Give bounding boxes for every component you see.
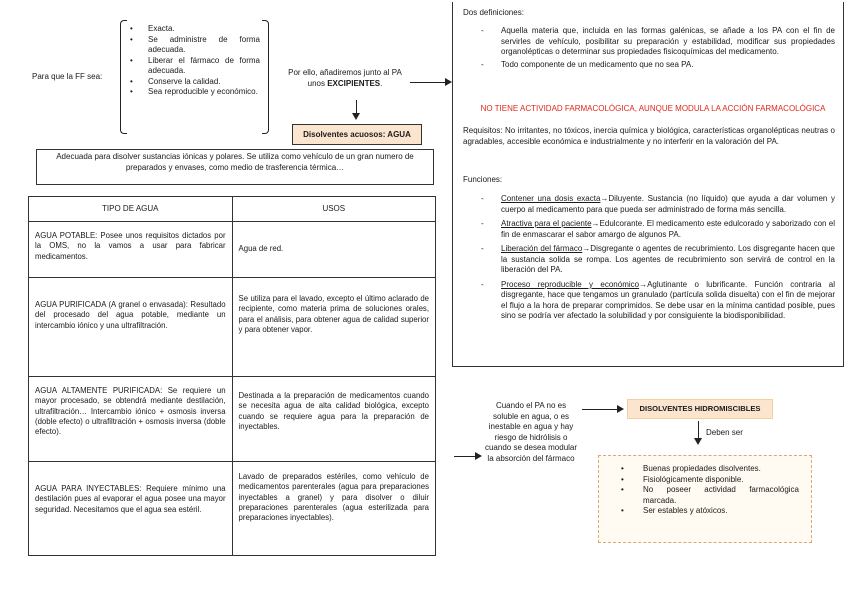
right-brace: [262, 20, 269, 134]
funcion-item: [463, 194, 835, 215]
list-item: • Buenas propiedades disolventes.: [599, 464, 799, 475]
list-item: • Exacta.: [122, 24, 260, 35]
tipo-cell: AGUA POTABLE: Posee unos requisitos dictados por la OMS, no la vamos a usar para fabricar medicamentos.: [29, 222, 233, 278]
no-actividad-note: NO TIENE ACTIVIDAD FARMACOLÓGICA, AUNQUE MODULA LA ACCIÓN FARMACOLÓGICA: [480, 104, 826, 113]
usos-cell: Agua de red.: [232, 222, 435, 278]
funcion-text: Disgregante o agentes de recubrimiento. Los disgregante hacen que la sustancia solida se rompa. Los agentes de recubrimiento son servirá de control en la liberación del PA.: [501, 244, 835, 275]
arrow-to-cuando: [454, 456, 476, 457]
arrow-right-icon: →: [591, 219, 600, 229]
tipo-cell: AGUA PARA INYECTABLES: Requiere mínimo una destilación pues al evaporar el agua posee una mayor seguridad. Necesitamos que el agua sea estéril.: [29, 462, 233, 556]
ff-requirements-list: [122, 24, 260, 98]
header-tipo: TIPO DE AGUA: [29, 197, 233, 222]
list-item: - Todo componente de un medicamento que no sea PA.: [463, 60, 835, 71]
table-row: [29, 377, 436, 462]
usos-cell: Destinada a la preparación de medicamentos cuando se necesita agua de alta calidad biológica, excepto cuando se requiere agua para la preparación de inyectables.: [232, 377, 435, 462]
list-item: • Conserve la calidad.: [122, 77, 260, 88]
requisitos-text: Requisitos: No irritantes, no tóxicos, inercia química y biológica, características organolépticas neutras o agradables, accesible económica e industrialmente y no interferir en la valoración del PA.: [463, 126, 835, 146]
funcion-term: Liberación del fármaco: [501, 244, 583, 254]
arrow-head-icon: [445, 78, 452, 86]
list-item: • Liberar el fármaco de forma adecuada.: [122, 56, 260, 77]
adecuada-box: Adecuada para disolver sustancias iónicas y polares. Se utiliza como vehículo de un gran numero de preparados y envases, como medio de trasferencia térmica…: [36, 149, 434, 185]
funcion-text: Edulcorante. El medicamento este edulcorado y saborizado con el fin de enmascarar el sabor amargo de algunos PA.: [501, 219, 835, 239]
disolventes-acuosos-box: Disolventes acuosos: AGUA: [292, 124, 422, 145]
por-ello-end: .: [380, 78, 383, 88]
tipo-cell: AGUA PURIFICADA (A granel o envasada): Resultado del procesado del agua potable, mediante un intercambio iónico y una ultrafiltración.: [29, 278, 233, 377]
arrow-to-definiciones: [410, 82, 446, 83]
arrow-head-icon: [475, 452, 482, 460]
arrow-down-icon: [694, 438, 702, 445]
table-row: [29, 222, 436, 278]
definiciones-list: [463, 26, 835, 72]
arrow-right-icon: →: [600, 194, 609, 203]
funcion-text: Diluyente. Sustancia (no líquido) que ayuda a dar volumen y cuerpo al medicamento para que pueda ser administrado de forma más sencilla.: [501, 194, 836, 214]
arrow-down-line: [698, 421, 699, 439]
table-row: [29, 278, 436, 377]
arrow-down-line: [356, 100, 357, 114]
list-item: • Se administre de forma adecuada.: [122, 35, 260, 56]
funciones-list: [463, 194, 835, 324]
por-ello-lead: Por ello, añadiremos junto al PA unos: [288, 68, 402, 88]
usos-cell: Lavado de preparados estériles, como vehículo de medicamentos parenterales (agua para preparaciones inyectables a granel) y para disolver o diluir preparaciones parenterales (agua esterilizada para preparaciones inyectables).: [232, 462, 435, 556]
excipientes-label: EXCIPIENTES: [327, 78, 381, 88]
list-item: • Sea reproducible y económico.: [122, 87, 260, 98]
arrow-right-icon: →: [582, 244, 591, 254]
list-item: • No poseer actividad farmacológica marcada.: [599, 485, 799, 506]
table-header-row: [29, 197, 436, 222]
definiciones-title: Dos definiciones:: [463, 8, 524, 17]
arrow-head-icon: [617, 405, 624, 413]
list-item: - Aquella materia que, incluida en las formas galénicas, se añade a los PA con el fin de servirles de vehículo, posibilitar su preparación y estabilidad, modificar sus propiedades organolépticas o determinar sus propiedades fisicoquímicas del medicamento.: [463, 26, 835, 58]
requirements-list: [599, 464, 799, 517]
para-que-label: Para que la FF sea:: [32, 72, 103, 81]
list-item: • Ser estables y atóxicos.: [599, 506, 799, 517]
funcion-term: Contener una dosis exacta: [501, 194, 601, 203]
table-row: [29, 462, 436, 556]
cuando-text: Cuando el PA no es soluble en agua, o es inestable en agua y hay riesgo de hidrólisis o cuando se desea modular la absorción del fármaco: [484, 401, 578, 463]
definiciones-panel: [452, 2, 844, 367]
funciones-title: Funciones:: [463, 175, 503, 184]
funcion-term: Proceso reproducible y económico: [501, 279, 640, 289]
tipo-cell: AGUA ALTAMENTE PURIFICADA: Se requiere un mayor procesado, se obtendrá mediante destilación, ultrafiltración… Intercambio iónico + osmosis inversa (doble efecto) o ultrafiltración + osmosis inversa (doble efecto).: [29, 377, 233, 462]
arrow-right-icon: →: [639, 279, 648, 289]
deben-ser-label: Deben ser: [706, 428, 743, 437]
funcion-term: Atractiva para el paciente: [501, 219, 592, 229]
funcion-item: [463, 219, 835, 240]
water-types-table: [28, 196, 436, 556]
arrow-to-hidro-box: [582, 409, 618, 410]
por-ello-text: [284, 68, 406, 89]
hidromiscibles-box: DISOLVENTES HIDROMISCIBLES: [627, 399, 773, 419]
hidromiscibles-requirements-box: [598, 455, 812, 543]
arrow-down-icon: [352, 113, 360, 120]
header-usos: USOS: [232, 197, 435, 222]
funcion-item: [463, 280, 835, 322]
usos-cell: Se utiliza para el lavado, excepto el último aclarado de recipiente, como materia prima de soluciones orales, para el análisis, para obtener agua de calidad superior y para obtener vapor.: [232, 278, 435, 377]
funcion-text: Aglutinante o lubrificante. Función contraria al disgregante, hace que tengamos un granulado (partícula solida disuelta) con el fin de mejorar el flujo a la hora de preparar comprimidos. Se debe usar en la mínima cantidad posible, pues sino se podría ver afectado la solubilidad y por consiguiente la biodisponibilidad.: [501, 279, 835, 321]
list-item: • Fisiológicamente disponible.: [599, 475, 799, 486]
funcion-item: [463, 244, 835, 276]
